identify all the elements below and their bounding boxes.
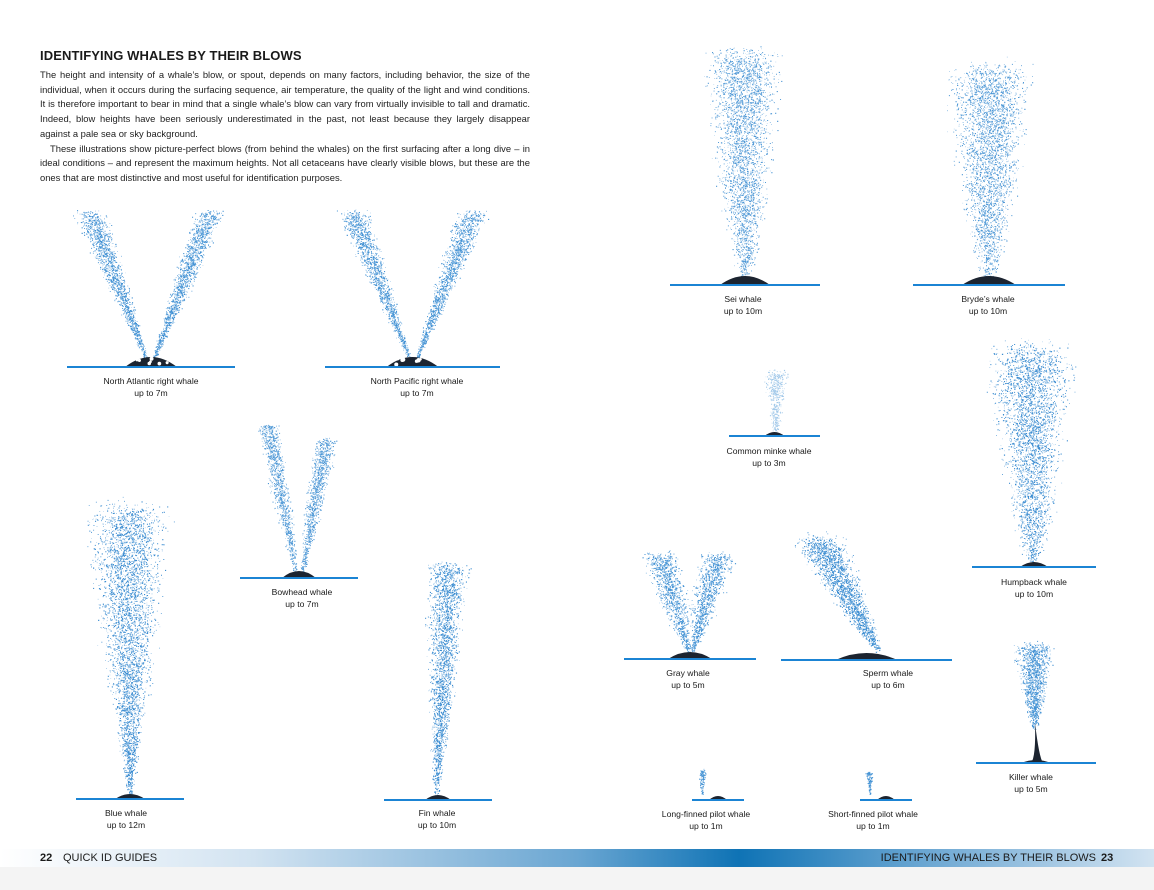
caption-sperm-whale bbox=[788, 668, 988, 691]
whale-blow-height: up to 5m bbox=[1014, 783, 1048, 794]
callosity-spot bbox=[158, 362, 162, 366]
whale-blow-height: up to 10m bbox=[417, 819, 457, 830]
left-page-number: 22 bbox=[40, 852, 53, 864]
whale-name: Gray whale bbox=[666, 668, 710, 678]
whale-name: Sei whale bbox=[724, 294, 762, 304]
whale-blow-height: up to 3m bbox=[752, 457, 786, 468]
whale-blow-height: up to 10m bbox=[723, 305, 763, 316]
whale-name: Blue whale bbox=[104, 808, 148, 818]
whale-blow-gray-whale bbox=[624, 550, 756, 659]
whale-blow-height: up to 10m bbox=[968, 305, 1008, 316]
caption-blue-whale bbox=[26, 808, 226, 831]
whale-name: Long-finned pilot whale bbox=[661, 809, 751, 819]
whale-blow-height: up to 6m bbox=[871, 679, 905, 690]
callosity-spot bbox=[395, 356, 399, 360]
caption-sei-whale bbox=[643, 294, 843, 317]
whale-name: Humpback whale bbox=[1001, 577, 1067, 587]
caption-north-pacific-right-whale bbox=[317, 376, 517, 399]
caption-common-minke-whale bbox=[669, 446, 869, 469]
callosity-spot bbox=[394, 363, 398, 367]
callosity-spot bbox=[138, 359, 141, 362]
caption-north-atlantic-right-whale bbox=[51, 376, 251, 399]
callosity-spot bbox=[150, 357, 154, 361]
caption-killer-whale bbox=[931, 772, 1131, 795]
right-running-head: IDENTIFYING WHALES BY THEIR BLOWS bbox=[880, 852, 1096, 864]
whale-back-silhouette bbox=[962, 276, 1016, 285]
whale-name: North Atlantic right whale bbox=[103, 376, 199, 386]
whale-blow-long-finned-pilot-whale bbox=[692, 769, 744, 800]
whale-blow-killer-whale bbox=[976, 641, 1096, 763]
whale-name: Common minke whale bbox=[726, 446, 812, 456]
whale-blow-height: up to 7m bbox=[134, 387, 168, 398]
page-title: IDENTIFYING WHALES BY THEIR BLOWS bbox=[40, 48, 302, 63]
whale-name: Fin whale bbox=[418, 808, 456, 818]
left-running-head: QUICK ID GUIDES bbox=[63, 852, 158, 864]
whale-blow-height: up to 1m bbox=[689, 820, 723, 831]
caption-gray-whale bbox=[588, 668, 788, 691]
whale-name: Short-finned pilot whale bbox=[828, 809, 918, 819]
whale-blow-height: up to 5m bbox=[671, 679, 705, 690]
callosity-spot bbox=[415, 360, 418, 363]
whale-blow-humpback-whale bbox=[972, 338, 1096, 567]
whale-blow-height: up to 7m bbox=[400, 387, 434, 398]
whale-name: Bryde’s whale bbox=[961, 294, 1015, 304]
caption-fin-whale bbox=[337, 808, 537, 831]
whale-blow-north-pacific-right-whale bbox=[325, 210, 500, 367]
whale-blow-bowhead-whale bbox=[240, 425, 358, 578]
page-bottom-margin bbox=[0, 867, 1154, 890]
callosity-spot bbox=[149, 360, 152, 363]
whale-blow-short-finned-pilot-whale bbox=[860, 772, 912, 800]
whale-name: Bowhead whale bbox=[271, 587, 333, 597]
callosity-spot bbox=[166, 361, 169, 364]
whale-blow-brydes-whale bbox=[913, 57, 1065, 285]
whale-blow-sperm-whale bbox=[781, 532, 952, 661]
caption-brydes-whale bbox=[888, 294, 1088, 317]
whale-blow-height: up to 1m bbox=[856, 820, 890, 831]
whale-back-silhouette bbox=[387, 357, 439, 367]
whale-name: Killer whale bbox=[1009, 772, 1053, 782]
whale-blow-blue-whale bbox=[76, 497, 184, 799]
whale-name: North Pacific right whale bbox=[370, 376, 464, 386]
caption-short-finned-pilot-whale bbox=[773, 809, 973, 832]
callosity-spot bbox=[401, 358, 405, 362]
whale-blow-height: up to 10m bbox=[1014, 588, 1054, 599]
dorsal-fin-silhouette bbox=[1031, 723, 1043, 763]
caption-bowhead-whale bbox=[202, 587, 402, 610]
whale-blow-common-minke-whale bbox=[729, 370, 820, 436]
whale-name: Sperm whale bbox=[862, 668, 914, 678]
whale-back-silhouette bbox=[836, 653, 898, 660]
intro-paragraph-1: The height and intensity of a whale’s blow, or spout, depends on many factors, including behavior, the size of the individual, when it occurs during the surfacing sequence, air temperature, the quality of the light and wind conditions. It is therefore important to bear in mind that a single whale’s blow can vary from virtually invisible to tall and dramatic. Indeed, blow heights have been seriously underestimated in the past, not least because they largely disappear against a pale sea or sky background. bbox=[40, 69, 530, 139]
whale-back-silhouette bbox=[720, 276, 770, 285]
whale-back-silhouette bbox=[282, 571, 316, 578]
whale-blow-sei-whale bbox=[670, 46, 820, 285]
caption-humpback-whale bbox=[934, 577, 1134, 600]
intro-paragraph-2: These illustrations show picture-perfect blows (from behind the whales) on the first surfacing after a long dive – in ideal conditions – and represent the maximum heights. Not all cetaceans have clearly visible blows, but these are the ones that are most distinctive and most useful for identification purposes. bbox=[40, 142, 530, 183]
whale-blow-height: up to 7m bbox=[285, 598, 319, 609]
whale-blow-height: up to 12m bbox=[106, 819, 146, 830]
whale-blow-north-atlantic-right-whale bbox=[67, 210, 235, 367]
whale-back-silhouette bbox=[668, 652, 712, 659]
right-page-number: 23 bbox=[1101, 852, 1114, 864]
